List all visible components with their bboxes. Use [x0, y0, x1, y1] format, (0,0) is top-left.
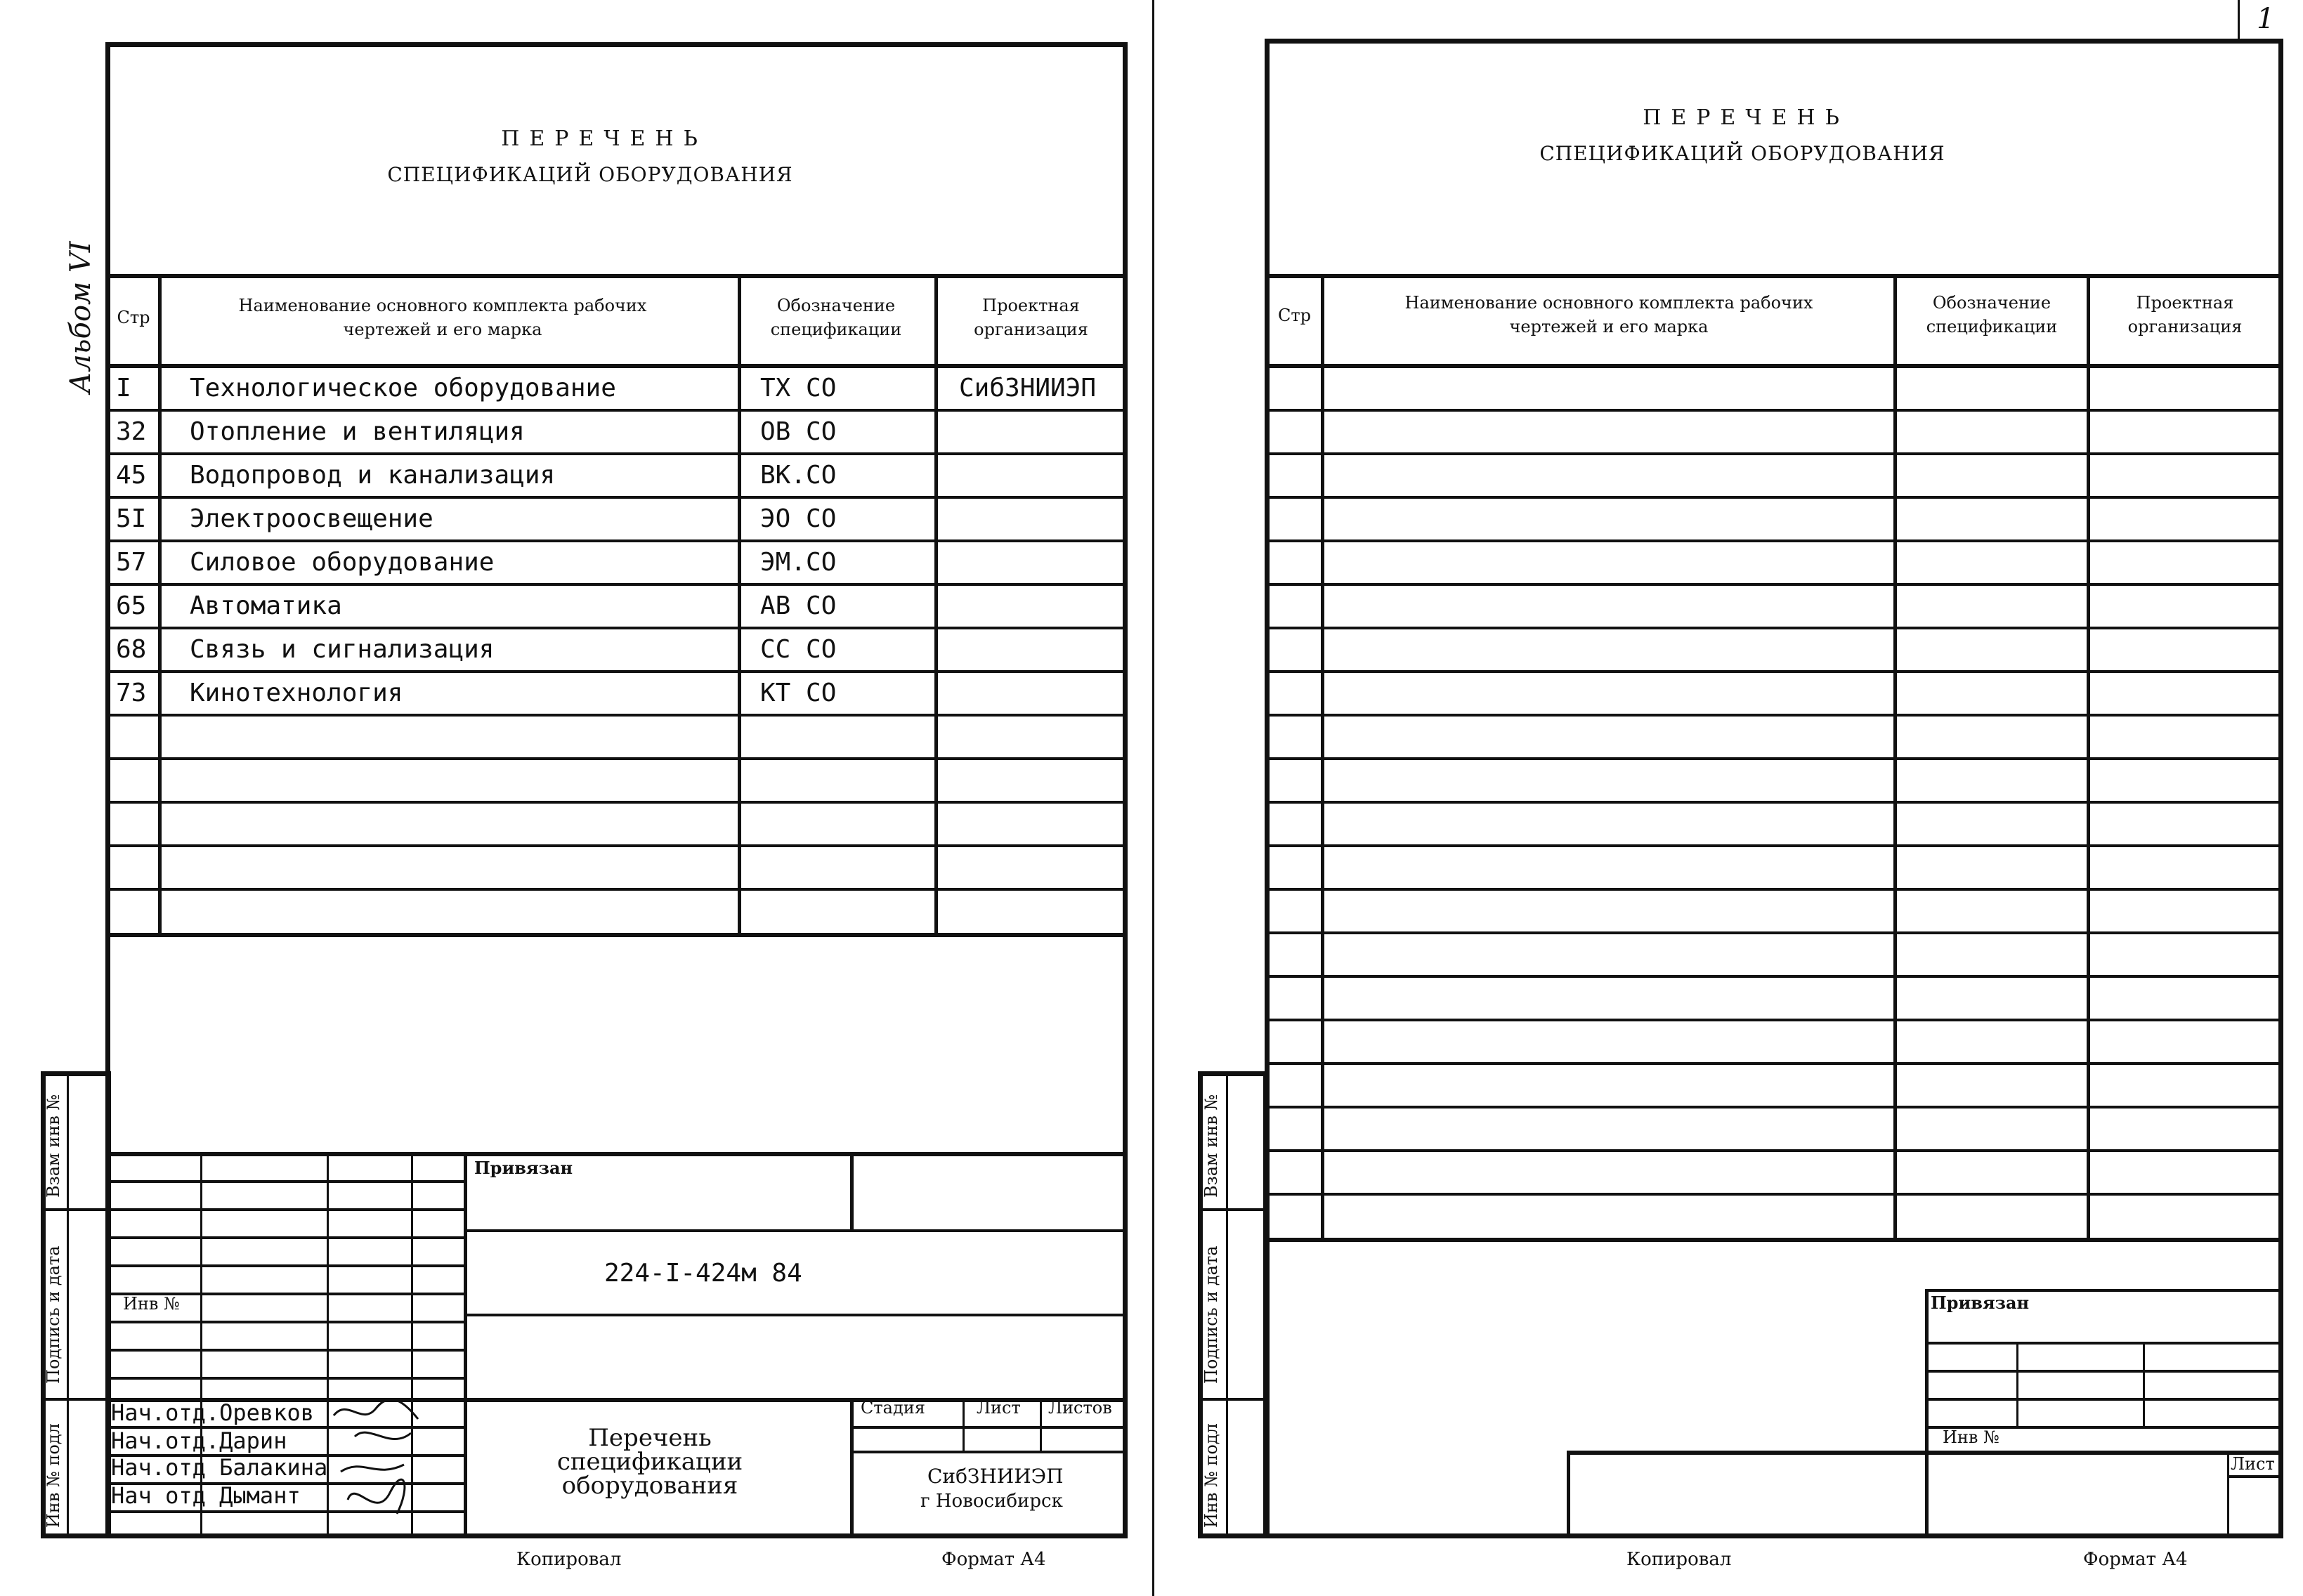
signer-4: Нач отд Дымант [111, 1482, 301, 1509]
right-title: ПЕРЕЧЕНЬ [1643, 105, 1849, 130]
row-designation: КТ СО [760, 679, 837, 707]
row-page: 5I [116, 504, 147, 533]
left-inv-no: Инв № [123, 1294, 180, 1314]
row-name: Связь и сигнализация [190, 635, 495, 664]
left-footer-format: Формат А4 [941, 1549, 1046, 1570]
right-side-label-1: Взам инв № [1201, 1094, 1221, 1198]
left-footer-copied: Копировал [516, 1549, 622, 1570]
right-subtitle: СПЕЦИФИКАЦИЙ ОБОРУДОВАНИЯ [1539, 142, 1945, 165]
row-name: Технологическое оборудование [190, 374, 616, 403]
left-city: г Новосибирск [920, 1491, 1063, 1512]
row-page: 57 [116, 548, 147, 577]
row-page: 32 [116, 417, 147, 446]
row-name: Водопровод и канализация [190, 461, 556, 490]
album-label: Альбом VI [65, 241, 97, 393]
row-page: 73 [116, 679, 147, 707]
row-organization: СибЗНИИЭП [959, 374, 1097, 403]
row-name: Автоматика [190, 591, 342, 620]
right-header-name: Наименование основного комплекта рабочих чертежей и его марка [1404, 293, 1813, 336]
signature-marks [327, 1394, 446, 1528]
signer-2: Нач.отд.Дарин [111, 1427, 287, 1454]
right-footer-format: Формат А4 [2083, 1549, 2188, 1570]
left-header-designation: Обозначение спецификации [770, 296, 902, 339]
right-inv-no: Инв № [1943, 1427, 1999, 1447]
left-header-page: Стр [117, 308, 150, 327]
left-org: СибЗНИИЭП [927, 1465, 1064, 1488]
left-sheets: Листов [1048, 1398, 1112, 1418]
row-page: 68 [116, 635, 147, 664]
left-side-label-1: Взам инв № [44, 1094, 63, 1198]
row-designation: ЭМ.СО [760, 548, 837, 577]
left-stage: Стадия [861, 1398, 925, 1418]
left-header-name: Наименование основного комплекта рабочих чертежей и его марка [238, 296, 647, 339]
row-designation: ОВ СО [760, 417, 837, 446]
left-sheet: Лист [977, 1398, 1021, 1418]
right-header-page: Стр [1277, 306, 1311, 325]
row-page: I [116, 374, 131, 403]
row-page: 45 [116, 461, 147, 490]
left-code: 224-I-424м 84 [604, 1259, 802, 1288]
right-frame [1265, 39, 2283, 1538]
row-page: 65 [116, 591, 147, 620]
sheet-divider [1152, 0, 1154, 1596]
right-header-designation: Обозначение спецификации [1926, 293, 2058, 336]
right-sheet-label: Лист [2231, 1454, 2275, 1474]
right-privyazan: Привязан [1931, 1293, 2030, 1313]
left-header-organization: Проектная организация [974, 296, 1088, 339]
row-designation: АВ СО [760, 591, 837, 620]
signer-1: Нач.отд.Оревков [111, 1399, 314, 1426]
left-side-label-2: Подпись и дата [44, 1245, 63, 1384]
left-title: ПЕРЕЧЕНЬ [501, 126, 707, 151]
left-side-label-3: Инв № подл [44, 1423, 63, 1528]
left-privyazan: Привязан [474, 1158, 573, 1178]
row-designation: СС СО [760, 635, 837, 664]
row-name: Кинотехнология [190, 679, 403, 707]
left-doc-title: Перечень спецификации оборудования [556, 1424, 743, 1500]
right-side-label-3: Инв № подл [1201, 1423, 1221, 1528]
row-designation: ТХ СО [760, 374, 837, 403]
row-name: Электроосвещение [190, 504, 433, 533]
signer-3: Нач.отд Балакина [111, 1454, 328, 1481]
row-name: Силовое оборудование [190, 548, 495, 577]
right-header-organization: Проектная организация [2127, 293, 2243, 336]
left-subtitle: СПЕЦИФИКАЦИЙ ОБОРУДОВАНИЯ [387, 163, 793, 186]
row-name: Отопление и вентиляция [190, 417, 525, 446]
right-footer-copied: Копировал [1626, 1549, 1732, 1570]
right-side-label-2: Подпись и дата [1201, 1245, 1221, 1384]
page-number: 1 [2257, 3, 2275, 35]
row-designation: ВК.СО [760, 461, 837, 490]
row-designation: ЭО СО [760, 504, 837, 533]
